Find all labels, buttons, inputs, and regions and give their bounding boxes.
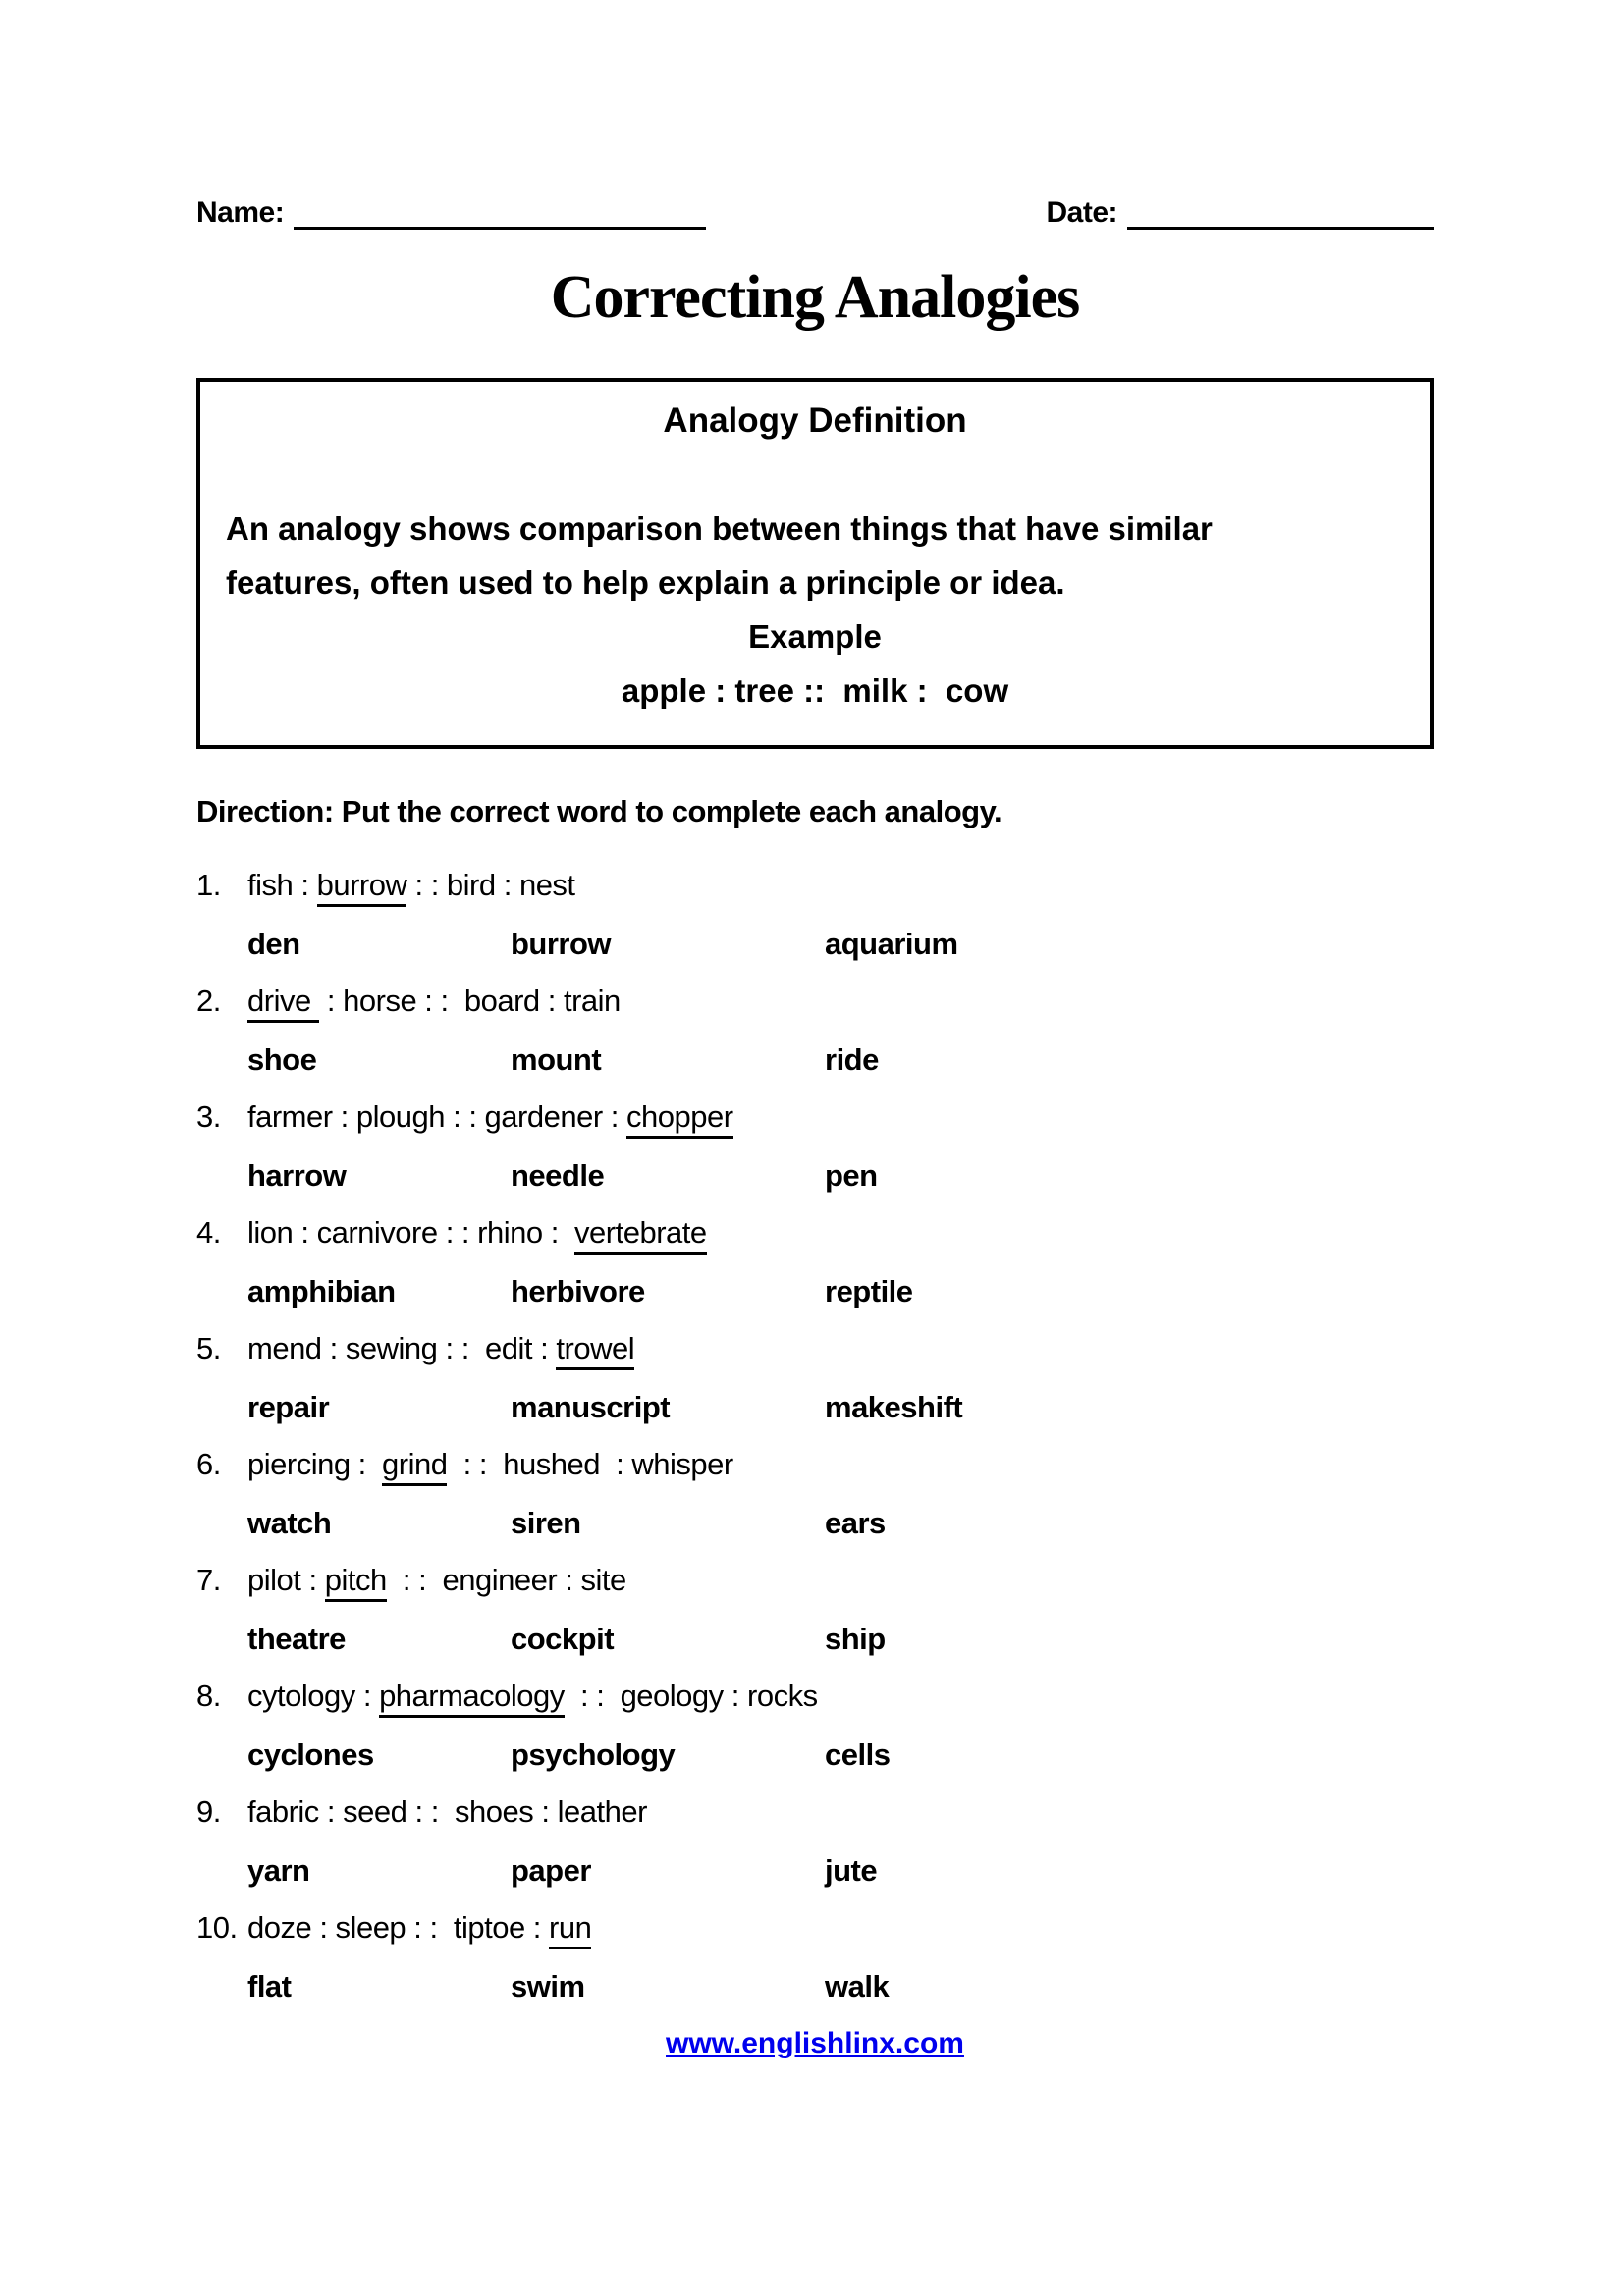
definition-heading: Analogy Definition [663, 401, 967, 440]
answer-choice: psychology [511, 1737, 676, 1772]
question-pre: fabric : seed : : shoes : leather [247, 1794, 647, 1829]
answer-choices [196, 1507, 1434, 1540]
answer-choice: siren [511, 1506, 581, 1540]
footer-link[interactable]: www.englishlinx.com [666, 2027, 964, 2059]
question-number: 10. [196, 1910, 238, 1945]
answer-choice: ride [825, 1042, 879, 1077]
question-number: 3. [196, 1099, 221, 1134]
date-blank-line [1127, 201, 1434, 230]
answer-choice: burrow [511, 927, 612, 961]
question-pre: pilot : [247, 1563, 325, 1597]
answer-choice: ship [825, 1622, 886, 1656]
name-blank-line [294, 201, 706, 230]
example-label: Example [748, 618, 882, 655]
question-underlined-word: drive [247, 984, 319, 1023]
answer-choice: cells [825, 1737, 891, 1772]
question-underlined-word: burrow [317, 868, 407, 907]
answer-choice: repair [247, 1390, 330, 1424]
question-item [196, 1332, 1434, 1424]
date-label: Date: [1046, 196, 1117, 229]
answer-choice: herbivore [511, 1274, 645, 1308]
answer-choice: pen [825, 1158, 878, 1193]
answer-choice: shoe [247, 1042, 317, 1077]
question-post: : : bird : nest [406, 868, 575, 902]
question-pre: farmer : plough : : gardener : [247, 1099, 626, 1134]
answer-choice: harrow [247, 1158, 347, 1193]
question-item [196, 1216, 1434, 1308]
question-underlined-word: trowel [556, 1331, 634, 1370]
answer-choices [196, 1275, 1434, 1308]
answer-choice: reptile [825, 1274, 913, 1308]
question-number: 4. [196, 1215, 221, 1250]
question-text [196, 1216, 1434, 1250]
question-pre: cytology : [247, 1679, 380, 1713]
question-number: 8. [196, 1679, 221, 1713]
question-pre: doze : sleep : : tiptoe : [247, 1910, 550, 1945]
header-row [196, 196, 1434, 230]
question-text [196, 1448, 1434, 1481]
answer-choice: flat [247, 1969, 292, 2003]
page-title: Correcting Analogies [550, 264, 1080, 331]
question-item [196, 1795, 1434, 1888]
question-post: : : engineer : site [386, 1563, 626, 1597]
answer-choices [196, 928, 1434, 961]
question-item [196, 869, 1434, 961]
question-number: 9. [196, 1794, 221, 1829]
question-text [196, 1564, 1434, 1597]
question-number: 2. [196, 984, 221, 1018]
question-underlined-word: pitch [325, 1563, 387, 1602]
direction-text: Direction: Put the correct word to complete each analogy. [196, 794, 1002, 828]
questions-list [196, 869, 1434, 2003]
question-pre: mend : sewing : : edit : [247, 1331, 557, 1365]
example-text: apple : tree :: milk : cow [621, 672, 1009, 709]
name-field [196, 196, 706, 230]
question-post: : : geology : rocks [564, 1679, 818, 1713]
answer-choice: mount [511, 1042, 602, 1077]
definition-box [196, 378, 1434, 749]
answer-choices [196, 1738, 1434, 1772]
answer-choices [196, 1043, 1434, 1077]
answer-choices [196, 1970, 1434, 2003]
answer-choice: cyclones [247, 1737, 374, 1772]
answer-choice: swim [511, 1969, 585, 2003]
answer-choices [196, 1159, 1434, 1193]
answer-choice: watch [247, 1506, 332, 1540]
answer-choice: needle [511, 1158, 605, 1193]
answer-choice: amphibian [247, 1274, 396, 1308]
answer-choices [196, 1391, 1434, 1424]
question-pre: fish : [247, 868, 317, 902]
question-underlined-word: grind [382, 1447, 447, 1486]
answer-choice: walk [825, 1969, 890, 2003]
answer-choices [196, 1854, 1434, 1888]
answer-choice: jute [825, 1853, 878, 1888]
question-text [196, 1911, 1434, 1945]
question-underlined-word: pharmacology [379, 1679, 565, 1718]
question-text [196, 985, 1434, 1018]
name-label: Name: [196, 196, 285, 229]
question-text [196, 1795, 1434, 1829]
answer-choice: manuscript [511, 1390, 671, 1424]
answer-choices [196, 1623, 1434, 1656]
question-underlined-word: vertebrate [574, 1215, 707, 1255]
question-number: 1. [196, 868, 221, 902]
answer-choice: den [247, 927, 300, 961]
question-pre: lion : carnivore : : rhino : [247, 1215, 575, 1250]
question-item [196, 1100, 1434, 1193]
answer-choice: yarn [247, 1853, 310, 1888]
answer-choice: paper [511, 1853, 591, 1888]
question-item [196, 985, 1434, 1077]
question-item [196, 1448, 1434, 1540]
date-field [1046, 196, 1434, 230]
footer [196, 2027, 1434, 2060]
definition-text: An analogy shows comparison between things that have similar features, often used to help explain a principle or idea. [226, 510, 1213, 601]
question-post: : : hushed : whisper [447, 1447, 733, 1481]
question-item [196, 1680, 1434, 1772]
answer-choice: theatre [247, 1622, 346, 1656]
answer-choice: aquarium [825, 927, 958, 961]
answer-choice: cockpit [511, 1622, 615, 1656]
question-underlined-word: run [549, 1910, 591, 1949]
question-underlined-word: chopper [626, 1099, 733, 1139]
answer-choice: makeshift [825, 1390, 963, 1424]
question-text [196, 1100, 1434, 1134]
question-item [196, 1564, 1434, 1656]
question-text [196, 1680, 1434, 1713]
question-number: 7. [196, 1563, 221, 1597]
question-number: 5. [196, 1331, 221, 1365]
answer-choice: ears [825, 1506, 886, 1540]
question-item [196, 1911, 1434, 2003]
question-text [196, 1332, 1434, 1365]
question-post: : horse : : board : train [318, 984, 621, 1018]
question-text [196, 869, 1434, 902]
question-number: 6. [196, 1447, 221, 1481]
question-pre: piercing : [247, 1447, 383, 1481]
